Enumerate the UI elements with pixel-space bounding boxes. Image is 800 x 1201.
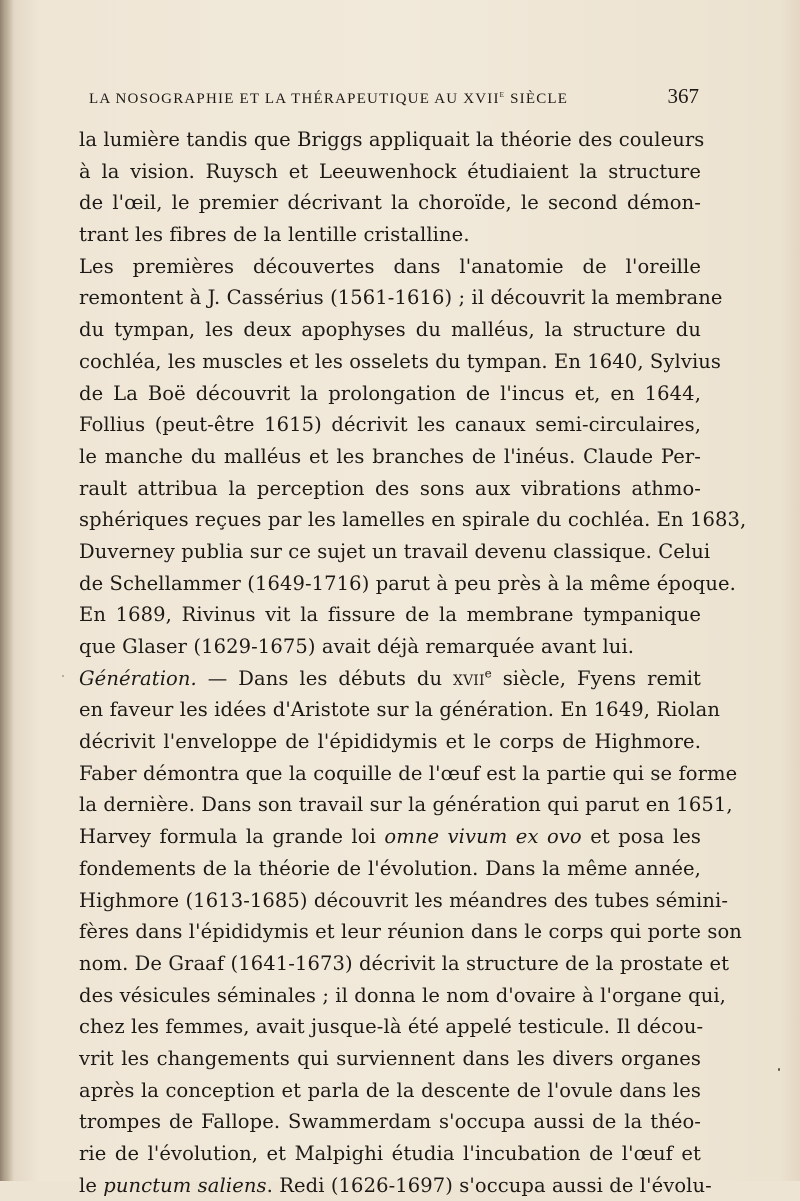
text-line: Follius (peut-être 1615) décrivit les canaux semi-circulaires, <box>79 413 701 437</box>
text-line: le punctum saliens. Redi (1626-1697) s'occupa aussi de l'évolu- <box>79 1173 712 1197</box>
page-number: 367 <box>667 84 699 108</box>
text-line: nom. De Graaf (1641-1673) décrivit la structure de la prostate et <box>79 951 730 975</box>
text-line: cochléa, les muscles et les osselets du tympan. En 1640, Sylvius <box>79 349 722 373</box>
running-head-title: LA NOSOGRAPHIE ET LA THÉRAPEUTIQUE AU XVIIe SIÈCLE <box>89 89 569 107</box>
paper-speck <box>62 675 64 677</box>
text-line: à la vision. Ruysch et Leeuwenhock étudiaient la structure <box>79 159 701 183</box>
binding-shadow <box>0 0 14 1181</box>
text-line: le manche du malléus et les branches de l'inéus. Claude Per- <box>79 444 701 468</box>
latin-phrase: punctum saliens <box>103 1173 267 1197</box>
text-line: trompes de Fallope. Swammerdam s'occupa aussi de la théo- <box>79 1110 701 1134</box>
text-line: remontent à J. Cassérius (1561-1616) ; il découvrit la membrane <box>79 286 723 310</box>
text-line: chez les femmes, avait jusque-là été appelé testicule. Il décou- <box>79 1015 704 1039</box>
paper-speck <box>778 1068 780 1071</box>
text-line: Highmore (1613-1685) découvrit les méandres des tubes sémini- <box>79 888 729 912</box>
running-head <box>89 84 699 110</box>
text-line: Faber démontra que la coquille de l'œuf est la partie qui se forme <box>79 761 738 785</box>
text-line: rie de l'évolution, et Malpighi étudia l'incubation de l'œuf et <box>79 1142 701 1165</box>
text-line: fondements de la théorie de l'évolution. Dans la même année, <box>79 856 701 880</box>
body-text <box>79 124 747 1201</box>
generation-heading-line: Génération. — Dans les débuts du xvii$^e$ siècle, Fyens remit <box>79 666 701 690</box>
text-line: Harvey formula la grande loi omne vivum ex ovo et posa les <box>79 825 702 849</box>
text-line: fères dans l'épididymis et leur réunion dans le corps qui porte son <box>79 920 742 944</box>
text-line: En 1689, Rivinus vit la fissure de la membrane tympanique <box>79 603 701 627</box>
text-line: que Glaser (1629-1675) avait déjà remarquée avant lui. <box>79 635 635 658</box>
text-line: sphériques reçues par les lamelles en spirale du cochléa. En 1683, <box>79 508 747 532</box>
paragraph-start-line: Les premières découvertes dans l'anatomie de l'oreille <box>79 254 701 278</box>
text-line: rault attribua la perception des sons aux vibrations athmo- <box>79 476 701 500</box>
text-line: vrit les changements qui surviennent dans les divers organes <box>79 1046 701 1070</box>
text-line: décrivit l'enveloppe de l'épididymis et le corps de Highmore. <box>79 730 701 754</box>
text-line: la dernière. Dans son travail sur la génération qui parut en 1651, <box>79 793 733 817</box>
text-line: de La Boë découvrit la prolongation de l'incus et, en 1644, <box>79 381 701 405</box>
text-line: des vésicules séminales ; il donna le nom d'ovaire à l'organe qui, <box>79 983 726 1007</box>
text-line: après la conception et parla de la descente de l'ovule dans les <box>79 1078 701 1102</box>
text-line: de Schellammer (1649-1716) parut à peu près à la même époque. <box>79 571 736 595</box>
section-heading-generation: Génération. <box>79 666 197 690</box>
text-line: de l'œil, le premier décrivant la choroïde, le second démon- <box>79 191 701 215</box>
text-line: la lumière tandis que Briggs appliquait la théorie des couleurs <box>79 128 705 151</box>
text-line: Duverney publia sur ce sujet un travail devenu classique. Celui <box>79 539 711 563</box>
latin-phrase: omne vivum ex ovo <box>384 825 582 849</box>
text-line: en faveur les idées d'Aristote sur la génération. En 1649, Riolan <box>79 698 720 722</box>
text-line: du tympan, les deux apophyses du malléus, la structure du <box>79 318 701 342</box>
text-line: trant les fibres de la lentille cristalline. <box>79 223 470 247</box>
